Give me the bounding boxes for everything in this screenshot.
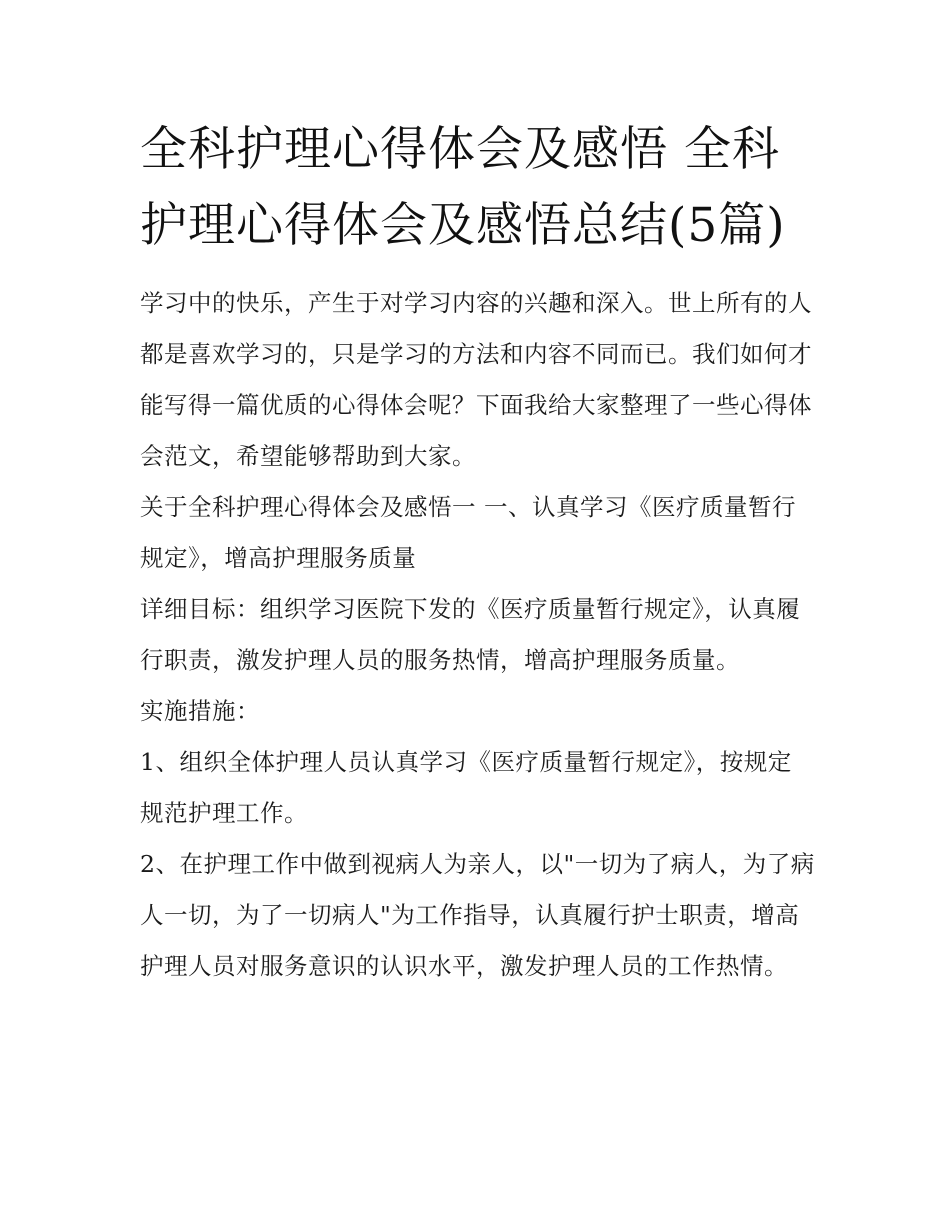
goal-paragraph: 详细目标：组织学习医院下发的《医疗质量暂行规定》，认真履行职责，激发护理人员的服务热情，增高护理服务质量。 [140,595,801,674]
section-heading-paragraph: 关于全科护理心得体会及感悟一 一、认真学习《医疗质量暂行规定》，增高护理服务质量 [140,493,796,572]
document-title: 全科护理心得体会及感悟 全科护理心得体会及感悟总结(5篇) [140,122,786,253]
measures-label: 实施措施： [140,697,260,725]
measure-item-1: 1、组织全体护理人员认真学习《医疗质量暂行规定》，按规定规范护理工作。 [140,748,792,827]
intro-paragraph: 学习中的快乐，产生于对学习内容的兴趣和深入。世上所有的人都是喜欢学习的，只是学习的方法和内容不同而已。我们如何才能写得一篇优质的心得体会呢？下面我给大家整理了一些心得体会范文，希望能够帮助到大家。 [140,289,812,470]
document-body [140,112,815,992]
measure-item-2: 2、在护理工作中做到视病人为亲人，以"一切为了病人，为了病人一切，为了一切病人"为工作指导，认真履行护士职责，增高护理人员对服务意识的认识水平，激发护理人员的工作热情。 [140,850,815,980]
